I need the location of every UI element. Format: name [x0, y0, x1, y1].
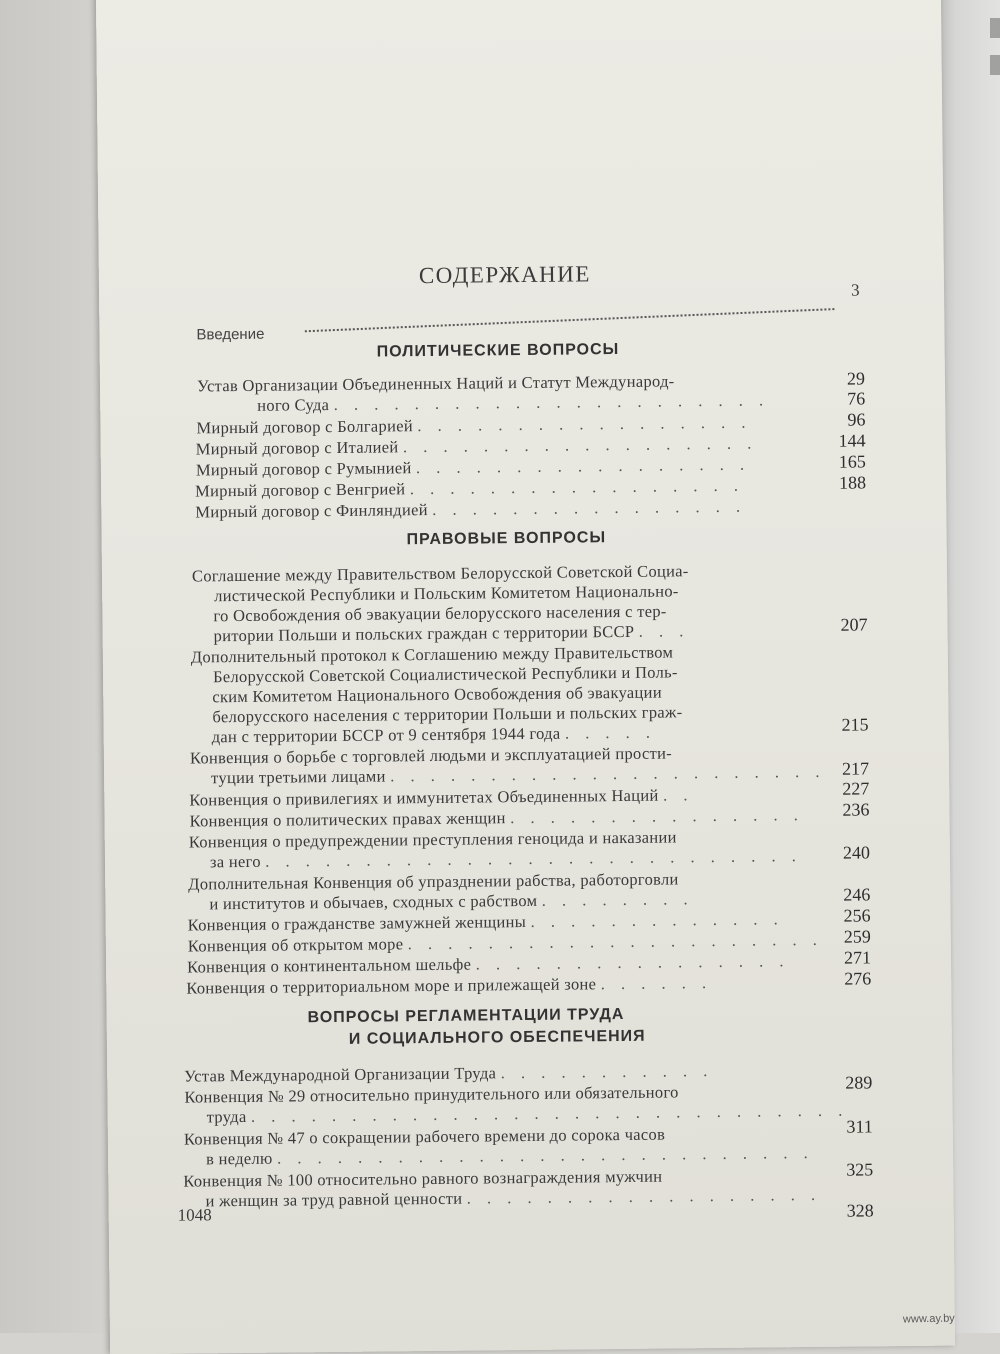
toc-page-number: 217: [841, 758, 870, 779]
toc-entry-line: дан с территории БССР от 9 сентября 1944 года . . . . .: [211, 722, 657, 747]
toc-page-number: 325: [846, 1159, 874, 1180]
toc-entry-line: Конвенция о гражданстве замужней женщины . . . . . . . . . . . . .: [187, 909, 784, 935]
watermark: www.ay.by: [902, 1312, 955, 1326]
toc-entry-line: Конвенция № 100 относительно равного вознаграждения мужчин: [183, 1166, 663, 1191]
toc-entry-line: листической Республики и Польским Комитетом Национально-: [214, 581, 679, 606]
toc-entry-line: Дополнительная Конвенция об упразднении рабства, работорговли: [188, 869, 679, 894]
toc-page-number: 76: [847, 388, 866, 409]
page-title: СОДЕРЖАНИЕ: [418, 261, 592, 289]
toc-page-number: 311: [846, 1116, 873, 1137]
toc-entry-line: го Освобождения об эвакуации белорусского населения с тер-: [213, 601, 667, 626]
background-left: [0, 0, 108, 1333]
section-heading-political: ПОЛИТИЧЕСКИЕ ВОПРОСЫ: [376, 341, 620, 361]
toc-entry-line: Дополнительный протокол к Соглашению между Правительством: [190, 642, 674, 667]
toc-entry-line: Конвенция № 47 о сокращении рабочего времени до сорока часов: [183, 1124, 666, 1149]
toc-page-number: 256: [843, 905, 871, 926]
toc-entry-line: Конвенция о континентальном шельфе . . . . . . . . . . . . . . . .: [186, 951, 790, 977]
intro-leader-dots: [304, 282, 835, 332]
footer-page-number: 1048: [177, 1205, 212, 1225]
toc-page-number: 227: [842, 778, 870, 799]
section-heading-legal: ПРАВОВЫЕ ВОПРОСЫ: [406, 529, 607, 549]
toc-entry-line: Соглашение между Правительством Белорусской Советской Социа-: [191, 561, 689, 586]
toc-page-number: 188: [838, 472, 867, 493]
toc-entry-line: Конвенция о предупреждении преступления геноцида и наказании: [188, 827, 677, 852]
toc-entry-line: в неделю . . . . . . . . . . . . . . . . . . . . . . . . . . .: [206, 1143, 814, 1169]
toc-entry-line: Мирный договор с Болгарией . . . . . . . . . . . . . . . . .: [196, 412, 752, 438]
toc-entry-line: Конвенция о привилегиях и иммунитетах Объединенных Наций . .: [189, 785, 694, 810]
toc-page-number: 96: [847, 409, 866, 430]
toc-page-number: 236: [842, 799, 870, 820]
toc-entry-line: Конвенция о борьбе с торговлей людьми и эксплуатацией прости-: [189, 743, 673, 768]
book-page: [96, 0, 955, 1354]
intro-page-number: 3: [850, 280, 860, 300]
intro-label: Введение: [196, 325, 265, 344]
toc-page-number: 289: [845, 1072, 873, 1093]
toc-entry-line: Устав Организации Объединенных Наций и Статут Международ-: [196, 371, 675, 396]
toc-page-number: 207: [840, 614, 868, 635]
toc-entry-line: Конвенция об открытом море . . . . . . . . . . . . . . . . . . . . .: [187, 929, 823, 956]
toc-entry-line: и женщин за труд равной ценности . . . . . . . . . . . . . . . . . .: [205, 1184, 822, 1211]
toc-entry-line: Устав Международной Организации Труда . . . . . . . . . . .: [184, 1061, 714, 1086]
toc-page-number: 276: [844, 968, 872, 989]
toc-entry-line: белорусского населения с территории Польши и польских граж-: [212, 702, 683, 727]
toc-entry-line: Мирный договор с Италией . . . . . . . . . . . . . . . . . .: [195, 433, 758, 459]
toc-entry-line: и институтов и обычаев, сходных с рабством . . . . . . . .: [209, 889, 694, 914]
toc-entry-line: Мирный договор с Венгрией . . . . . . . . . . . . . . . . .: [195, 475, 745, 501]
toc-entry-line: Мирный договор с Финляндией . . . . . . . . . . . . . . . .: [195, 496, 747, 522]
edge-mark: [990, 55, 1000, 75]
toc-entry-line: труда . . . . . . . . . . . . . . . . . . . . . . . . . . . . . .: [206, 1100, 849, 1127]
toc-entry-line: Конвенция о политических правах женщин . . . . . . . . . . . . . . .: [189, 805, 804, 831]
toc-page-number: 259: [843, 926, 871, 947]
toc-page-number: 29: [846, 368, 866, 389]
toc-page-number: 165: [838, 451, 866, 472]
toc-page-number: 271: [843, 947, 872, 968]
toc-entry-line: за него . . . . . . . . . . . . . . . . . . . . . . . . . . .: [209, 846, 802, 872]
toc-entry-line: Конвенция № 29 относительно принудительного или обязательного: [184, 1082, 679, 1107]
toc-page-number: 328: [846, 1200, 874, 1221]
toc-page-number: 144: [838, 430, 866, 451]
toc-page-number: 240: [842, 842, 871, 863]
toc-entry-line: ритории Польши и польских граждан с территории БССР . . .: [213, 621, 690, 646]
toc-entry-line: туции третьими лицами . . . . . . . . . . . . . . . . . . . . . .: [211, 761, 826, 788]
section-heading-labour-line2: И СОЦИАЛЬНОГО ОБЕСПЕЧЕНИЯ: [348, 1027, 646, 1048]
edge-mark: [990, 18, 1000, 38]
section-heading-labour: ВОПРОСЫ РЕГЛАМЕНТАЦИИ ТРУДА: [307, 1005, 625, 1027]
toc-entry-line: Мирный договор с Румынией . . . . . . . . . . . . . . . . .: [195, 454, 751, 480]
toc-entry-line: Белорусской Советской Социалистической Республики и Поль-: [212, 662, 678, 687]
toc-page-number: 246: [843, 884, 871, 905]
toc-entry-line: ским Комитетом Национального Освобождения об эвакуации: [212, 682, 662, 707]
toc-page-number: 215: [841, 714, 869, 735]
toc-entry-line: ного Суда . . . . . . . . . . . . . . . . . . . . . .: [257, 390, 770, 415]
toc-entry-line: Конвенция о территориальном море и прилежащей зоне . . . . . .: [186, 973, 713, 998]
